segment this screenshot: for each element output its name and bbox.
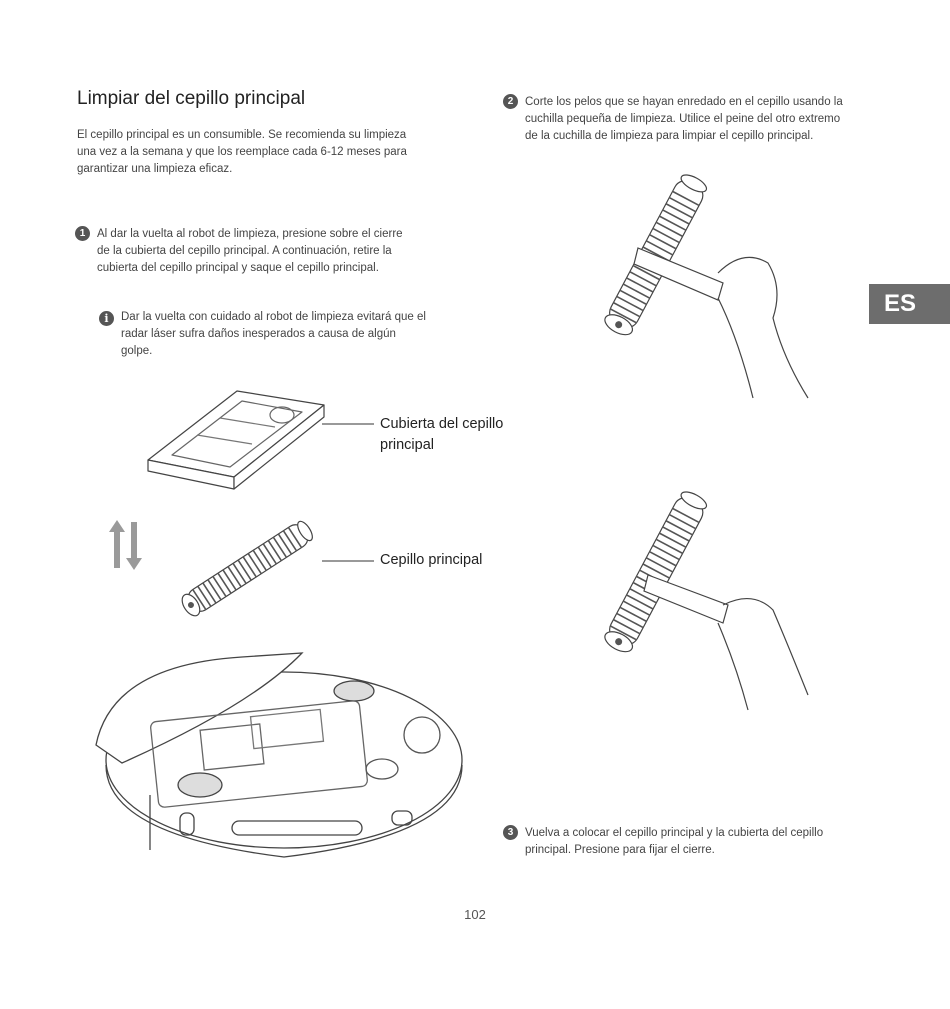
step-2-badge: 2 — [503, 94, 518, 109]
page-number: 102 — [464, 907, 486, 922]
up-down-arrows-icon — [108, 518, 148, 572]
page-title: Limpiar del cepillo principal — [77, 88, 306, 109]
main-brush-illustration — [168, 518, 328, 618]
callout-cover: Cubierta del cepillo principal — [380, 416, 504, 453]
callout-brush: Cepillo principal — [380, 552, 483, 568]
language-tab: ES — [869, 284, 950, 324]
step-1-badge: 1 — [75, 226, 90, 241]
brush-cutting-illustration — [568, 178, 808, 398]
brush-cover-illustration — [142, 385, 332, 495]
robot-underside-illustration — [92, 645, 472, 865]
brush-combing-illustration — [568, 495, 808, 715]
note-text: Dar la vuelta con cuidado al robot de limpieza evitará que el radar láser sufra daños inesperados a causa de algún golpe. — [121, 311, 426, 357]
intro-paragraph: El cepillo principal es un consumible. Se recomienda su limpieza una vez a la semana y que los reemplace cada 6-12 meses para garantizar una limpieza eficaz. — [77, 129, 407, 175]
step-1-text: Al dar la vuelta al robot de limpieza, presione sobre el cierre de la cubierta del cepillo principal. A continuación, retire la cubierta del cepillo principal y saque el cepillo principal. — [97, 228, 403, 274]
info-icon: i — [99, 311, 114, 326]
step-3-text: Vuelva a colocar el cepillo principal y la cubierta del cepillo principal. Presione para fijar el cierre. — [525, 827, 824, 856]
step-2-text: Corte los pelos que se hayan enredado en el cepillo usando la cuchilla pequeña de limpieza. Utilice el peine del otro extremo de la cuchilla de limpieza para limpiar el cepillo principal. — [525, 96, 843, 142]
step-3-badge: 3 — [503, 825, 518, 840]
